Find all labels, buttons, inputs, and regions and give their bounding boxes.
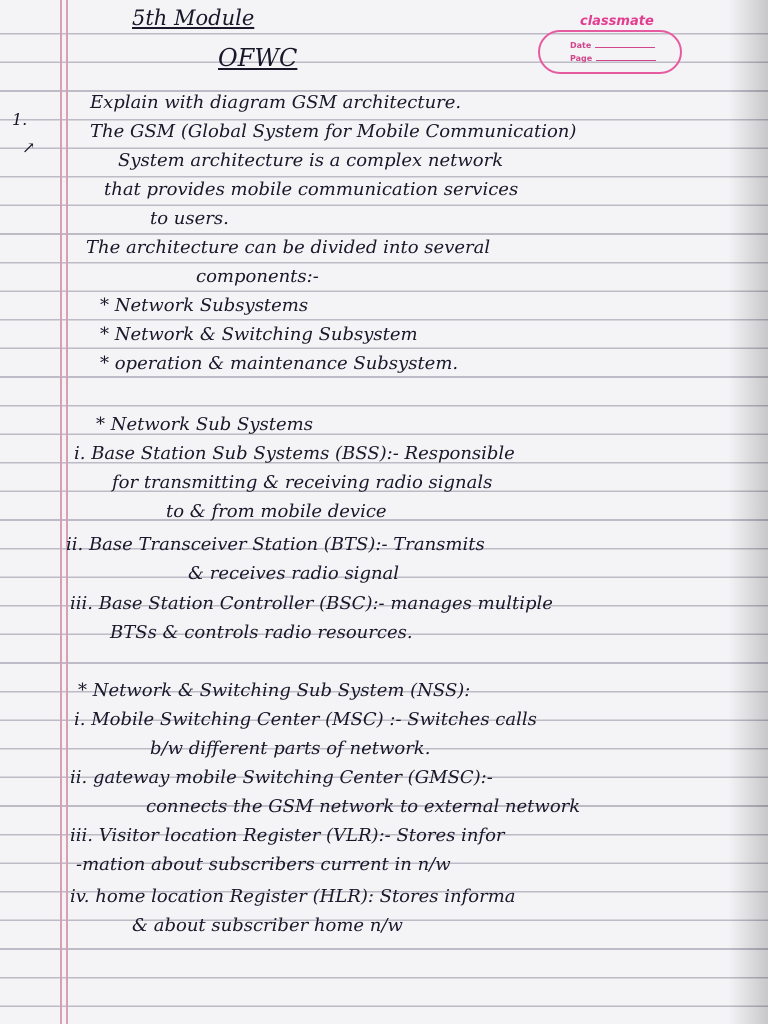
note-line: The architecture can be divided into several <box>86 237 491 258</box>
note-line: that provides mobile communication services <box>104 179 519 200</box>
note-line: The GSM (Global System for Mobile Communication) <box>90 121 577 142</box>
margin-line <box>66 0 68 1024</box>
answer-arrow-icon: ↗ <box>22 138 36 157</box>
note-line: * Network Sub Systems <box>96 414 313 435</box>
note-line: i. Mobile Switching Center (MSC) :- Switches calls <box>74 709 537 730</box>
note-line: * Network & Switching Subsystem <box>100 324 418 345</box>
note-line: System architecture is a complex network <box>118 150 504 171</box>
note-line: ii. gateway mobile Switching Center (GMSC):- <box>70 767 493 788</box>
classmate-logo <box>536 14 686 74</box>
margin-line <box>60 0 62 1024</box>
note-line: * operation & maintenance Subsystem. <box>100 353 459 374</box>
note-line: b/w different parts of network. <box>150 738 431 759</box>
page-label: Page <box>570 54 593 63</box>
date-label: Date <box>570 41 592 50</box>
note-line: & about subscriber home n/w <box>132 915 403 936</box>
note-line: * Network & Switching Sub System (NSS): <box>78 680 471 701</box>
note-line: Explain with diagram GSM architecture. <box>90 92 462 113</box>
note-line: iii. Visitor location Register (VLR):- Stores infor <box>70 825 505 846</box>
note-line: to users. <box>150 208 229 229</box>
question-number: 1. <box>12 110 28 129</box>
note-line: components:- <box>196 266 319 287</box>
module-title: 5th Module <box>132 6 255 30</box>
note-line: to & from mobile device <box>166 501 387 522</box>
page-field <box>570 54 656 63</box>
note-line: for transmitting & receiving radio signals <box>112 472 493 493</box>
date-field <box>570 41 655 50</box>
note-line: ii. Base Transceiver Station (BTS):- Transmits <box>66 534 485 555</box>
note-line: connects the GSM network to external network <box>146 796 581 817</box>
note-line: iv. home location Register (HLR): Stores informa <box>70 886 516 907</box>
note-line: -mation about subscribers current in n/w <box>76 854 451 875</box>
brand-oval <box>538 30 682 74</box>
subject-title: OFWC <box>218 44 298 72</box>
note-line: * Network Subsystems <box>100 295 309 316</box>
note-line: iii. Base Station Controller (BSC):- manages multiple <box>70 593 553 614</box>
note-line: BTSs & controls radio resources. <box>110 622 413 643</box>
note-line: i. Base Station Sub Systems (BSS):- Responsible <box>74 443 515 464</box>
brand-name: classmate <box>580 14 654 29</box>
note-line: & receives radio signal <box>188 563 400 584</box>
